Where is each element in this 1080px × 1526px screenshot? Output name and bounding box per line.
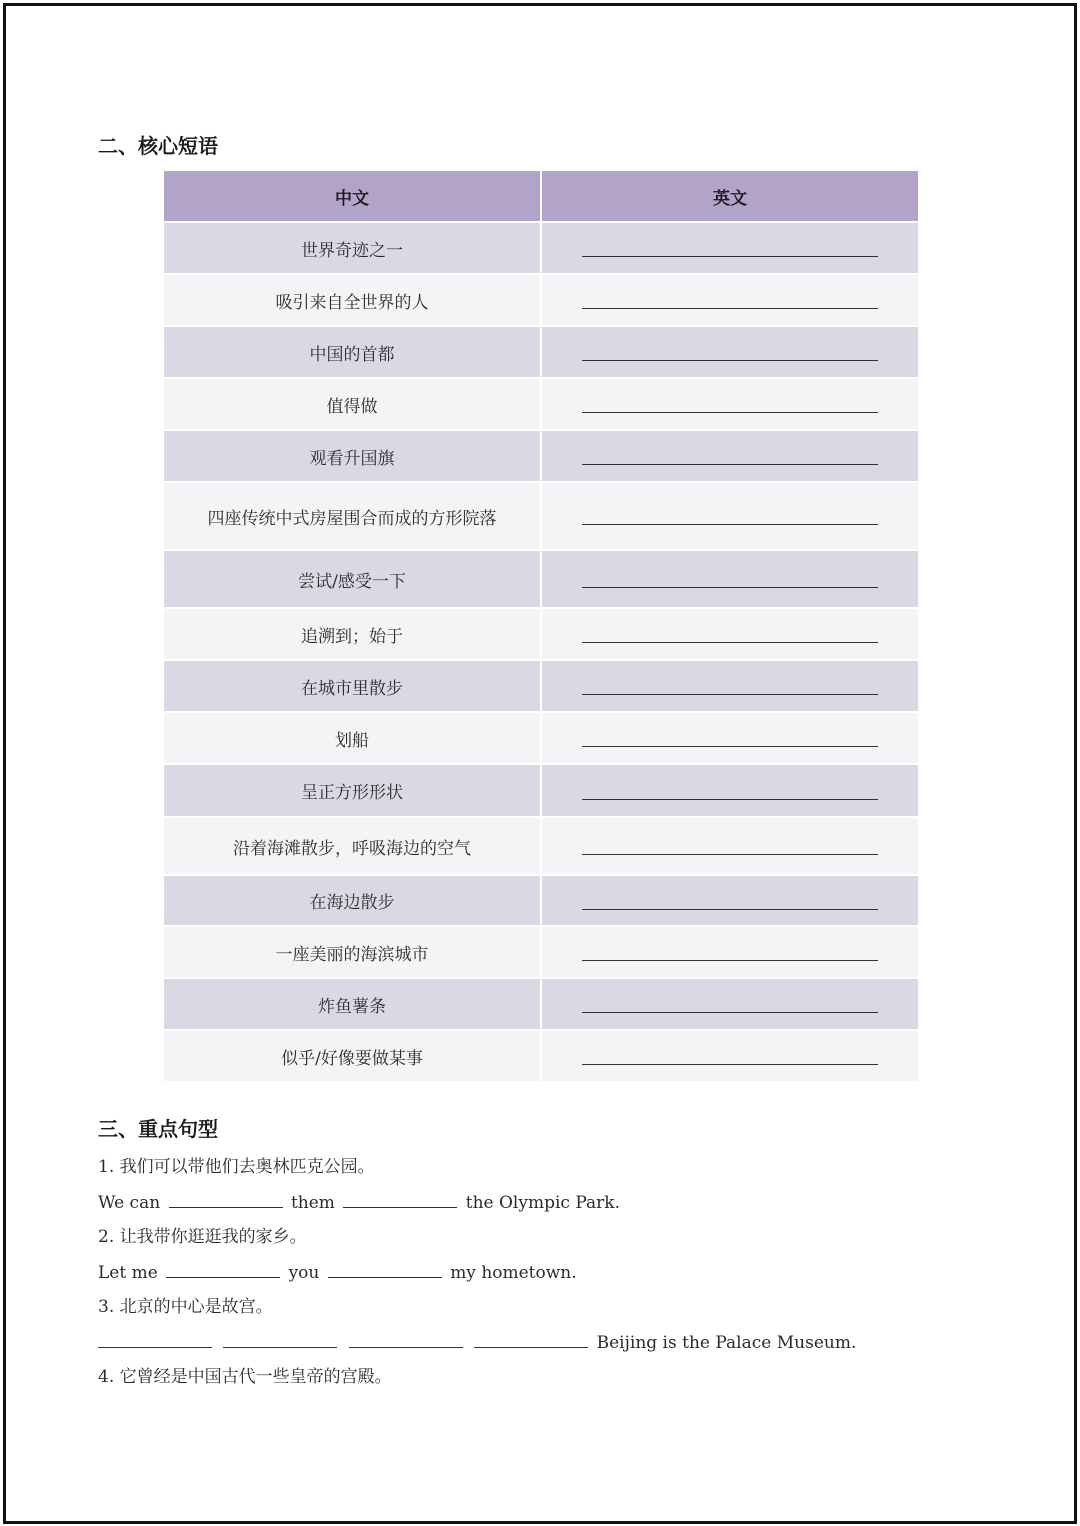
phrase-chinese: 似乎/好像要做某事: [164, 1030, 541, 1082]
table-row: [164, 326, 918, 378]
table-row: [164, 926, 918, 978]
answer-line: [582, 290, 878, 309]
answer-line: [582, 624, 878, 643]
phrase-chinese: 在海边散步: [164, 875, 541, 926]
question-answer-line: [98, 1255, 978, 1290]
phrase-chinese: 划船: [164, 712, 541, 764]
table-row: [164, 482, 918, 550]
phrase-chinese: 世界奇迹之一: [164, 222, 541, 274]
table-row: [164, 608, 918, 660]
fill-blank[interactable]: [98, 1325, 212, 1348]
phrase-chinese: 追溯到；始于: [164, 608, 541, 660]
answer-line: [582, 891, 878, 910]
answer-line: [582, 676, 878, 695]
sentence-text: them: [290, 1193, 335, 1213]
answer-line: [582, 836, 878, 855]
table-row: [164, 817, 918, 875]
sentence-text: Beijing is the Palace Museum.: [596, 1333, 857, 1353]
sentence-text: We can: [98, 1193, 161, 1213]
answer-line: [582, 342, 878, 361]
fill-blank[interactable]: [474, 1325, 588, 1348]
answer-blank[interactable]: [541, 764, 918, 817]
answer-line: [582, 506, 878, 525]
question-prompt: 1. 我们可以带他们去奥林匹克公园。: [98, 1157, 375, 1177]
phrase-chinese: 一座美丽的海滨城市: [164, 926, 541, 978]
fill-blank[interactable]: [349, 1325, 463, 1348]
sentence-text: Let me: [98, 1263, 158, 1283]
question-prompt: 3. 北京的中心是故宫。: [98, 1297, 273, 1317]
phrase-chinese: 尝试/感受一下: [164, 550, 541, 608]
answer-blank[interactable]: [541, 926, 918, 978]
phrase-chinese: 在城市里散步: [164, 660, 541, 712]
question-prompt: 2. 让我带你逛逛我的家乡。: [98, 1227, 307, 1247]
table-header-row: [164, 171, 918, 222]
answer-blank[interactable]: [541, 875, 918, 926]
fill-blank[interactable]: [223, 1325, 337, 1348]
table-row: [164, 875, 918, 926]
section-heading-phrases: 二、核心短语: [98, 134, 218, 158]
table-row: [164, 712, 918, 764]
sentence-text: my hometown.: [450, 1263, 577, 1283]
answer-line: [582, 238, 878, 257]
phrase-chinese: 中国的首都: [164, 326, 541, 378]
section-heading-sentences: 三、重点句型: [98, 1117, 218, 1141]
phrase-chinese: 值得做: [164, 378, 541, 430]
answer-line: [582, 994, 878, 1013]
answer-blank[interactable]: [541, 326, 918, 378]
answer-line: [582, 781, 878, 800]
phrase-chinese: 炸鱼薯条: [164, 978, 541, 1030]
fill-blank[interactable]: [166, 1255, 280, 1278]
answer-blank[interactable]: [541, 978, 918, 1030]
answer-blank[interactable]: [541, 430, 918, 482]
answer-blank[interactable]: [541, 550, 918, 608]
table-row: [164, 550, 918, 608]
answer-line: [582, 1046, 878, 1065]
answer-blank[interactable]: [541, 660, 918, 712]
column-header-english: 英文: [541, 171, 918, 222]
table-row: [164, 764, 918, 817]
table-row: [164, 222, 918, 274]
fill-blank[interactable]: [343, 1185, 457, 1208]
phrase-chinese: 沿着海滩散步，呼吸海边的空气: [164, 817, 541, 875]
question-answer-line: [98, 1185, 978, 1220]
sentence-exercises: [98, 1150, 978, 1395]
fill-blank[interactable]: [169, 1185, 283, 1208]
answer-line: [582, 446, 878, 465]
table-row: [164, 660, 918, 712]
table-row: [164, 274, 918, 326]
phrase-chinese: 观看升国旗: [164, 430, 541, 482]
table-row: [164, 430, 918, 482]
answer-blank[interactable]: [541, 1030, 918, 1082]
answer-blank[interactable]: [541, 378, 918, 430]
answer-line: [582, 942, 878, 961]
table-row: [164, 978, 918, 1030]
answer-blank[interactable]: [541, 608, 918, 660]
column-header-chinese: 中文: [164, 171, 541, 222]
phrase-table: [164, 171, 918, 1083]
answer-blank[interactable]: [541, 482, 918, 550]
answer-line: [582, 394, 878, 413]
answer-line: [582, 569, 878, 588]
phrase-chinese: 呈正方形形状: [164, 764, 541, 817]
phrase-chinese: 四座传统中式房屋围合而成的方形院落: [164, 482, 541, 550]
table-row: [164, 378, 918, 430]
question-answer-line: [98, 1325, 978, 1360]
answer-blank[interactable]: [541, 712, 918, 764]
fill-blank[interactable]: [328, 1255, 442, 1278]
sentence-text: you: [288, 1263, 320, 1283]
question-prompt: 4. 它曾经是中国古代一些皇帝的宫殿。: [98, 1367, 392, 1387]
answer-line: [582, 728, 878, 747]
sentence-text: the Olympic Park.: [465, 1193, 620, 1213]
table-row: [164, 1030, 918, 1082]
answer-blank[interactable]: [541, 222, 918, 274]
answer-blank[interactable]: [541, 274, 918, 326]
phrase-chinese: 吸引来自全世界的人: [164, 274, 541, 326]
answer-blank[interactable]: [541, 817, 918, 875]
